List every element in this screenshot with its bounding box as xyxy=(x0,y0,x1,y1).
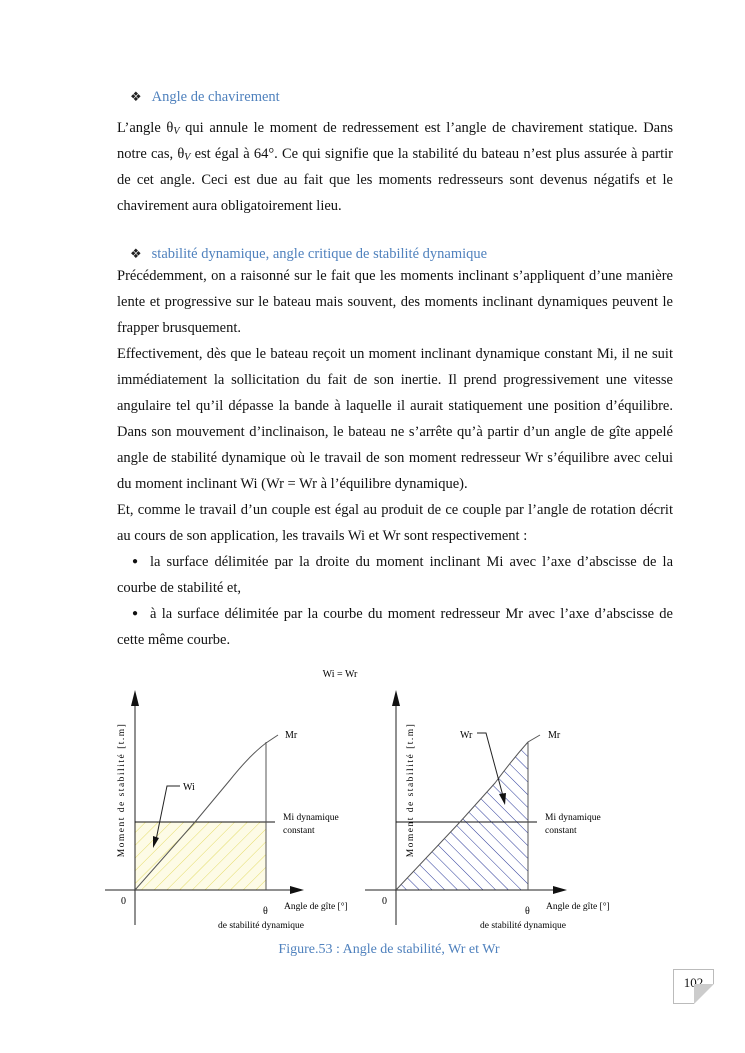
text-line: Dans son mouvement d’inclinaison, le bateau ne s’arrête qu’à partir d’un angle de gîte appelé xyxy=(117,424,673,440)
text-line: angle de stabilité dynamique où le travail de son moment redresseur Wr s’équilibre avec celui xyxy=(117,450,673,466)
text-line: immédiatement la sollicitation du fait de son inertie. Il prend progressivement une vitesse xyxy=(117,372,673,388)
origin-label: 0 xyxy=(382,896,387,907)
text-line: la surface délimitée par la droite du moment inclinant Mi avec l’axe d’abscisse de la xyxy=(150,554,673,570)
mr-label: Mr xyxy=(548,730,561,741)
wi-label: Wi xyxy=(183,782,195,793)
theta-label: θ xyxy=(263,906,268,917)
y-axis-arrow xyxy=(392,690,400,706)
chart-right xyxy=(365,690,610,931)
wi-hatch xyxy=(135,822,266,890)
figure-caption: Figure.53 : Angle de stabilité, Wr et Wr xyxy=(278,942,500,957)
text-line: cette même courbe. xyxy=(117,632,231,648)
heading-text: stabilité dynamique, angle critique de stabilité dynamique xyxy=(151,246,488,262)
text-line: Précédemment, on a raisonné sur le fait que les moments inclinant s’appliquent d’une manière xyxy=(117,268,673,284)
x-axis-label: Angle de gîte [°] xyxy=(284,902,348,912)
text-line: du moment inclinant Wi (Wr = Wr à l’équilibre dynamique). xyxy=(117,476,468,492)
y-axis-label: Moment de stabilité [t.m] xyxy=(117,722,127,858)
x-axis-arrow xyxy=(290,886,304,894)
text-line: frapper brusquement. xyxy=(117,320,242,336)
text-line: L’angle $\theta_V$ qui annule le moment de redressement est l’angle de chavirement statique. Dans xyxy=(117,120,674,137)
chart-left xyxy=(105,690,348,931)
x-axis-arrow xyxy=(553,886,567,894)
bullet-dot-icon: ● xyxy=(132,608,139,619)
text-line: au cours de son application, les travails Wi et Wr sont respectivement : xyxy=(117,528,528,544)
bullet-dot-icon: ● xyxy=(132,556,139,567)
mi-label-2: constant xyxy=(283,826,315,836)
mi-label: Mi dynamique xyxy=(545,813,601,823)
text-line: de cet angle. Ceci est due au fait que les moments redresseurs sont devenus négatifs et le xyxy=(117,172,673,188)
diamond-bullet-icon: ❖ xyxy=(130,89,142,104)
wr-label: Wr xyxy=(460,730,473,741)
y-axis-arrow xyxy=(131,690,139,706)
heading-text: Angle de chavirement xyxy=(151,89,280,105)
page-number: 102 xyxy=(683,975,704,990)
text-line: lente et progressive sur le bateau mais souvent, des moments inclinant dynamiques peuvent le xyxy=(117,294,673,310)
text-line: chavirement aura obligatoirement lieu. xyxy=(117,198,342,214)
mi-label-2: constant xyxy=(545,826,577,836)
page-curl-icon xyxy=(694,984,714,1004)
theta-desc: de stabilité dynamique xyxy=(480,921,567,931)
mr-label: Mr xyxy=(285,730,298,741)
x-axis-label: Angle de gîte [°] xyxy=(546,902,610,912)
figure-title: Wi = Wr xyxy=(322,669,358,680)
text-line: Effectivement, dès que le bateau reçoit un moment inclinant dynamique constant Mi, il ne suit xyxy=(117,346,673,362)
text-line: Et, comme le travail d’un couple est égal au produit de ce couple par l’angle de rotation décrit xyxy=(117,502,673,518)
text-line: notre cas, $\theta_V$ est égal à 64°. Ce qui signifie que la stabilité du bateau n’est plus assurée à partir xyxy=(117,146,673,163)
page-number-box xyxy=(673,969,714,1004)
text-line: angulaire tel qu’il dépasse la bande à laquelle il aurait statiquement une position d’équilibre. xyxy=(117,398,673,414)
text-line: à la surface délimitée par la courbe du moment redresseur Mr avec l’axe d’abscisse de xyxy=(150,606,673,622)
theta-label: θ xyxy=(525,906,530,917)
origin-label: 0 xyxy=(121,896,126,907)
theta-desc: de stabilité dynamique xyxy=(218,921,305,931)
y-axis-label: Moment de stabilité [t.m] xyxy=(406,722,416,858)
mi-label: Mi dynamique xyxy=(283,813,339,823)
text-line: courbe de stabilité et, xyxy=(117,580,242,596)
diamond-bullet-icon: ❖ xyxy=(130,246,142,261)
